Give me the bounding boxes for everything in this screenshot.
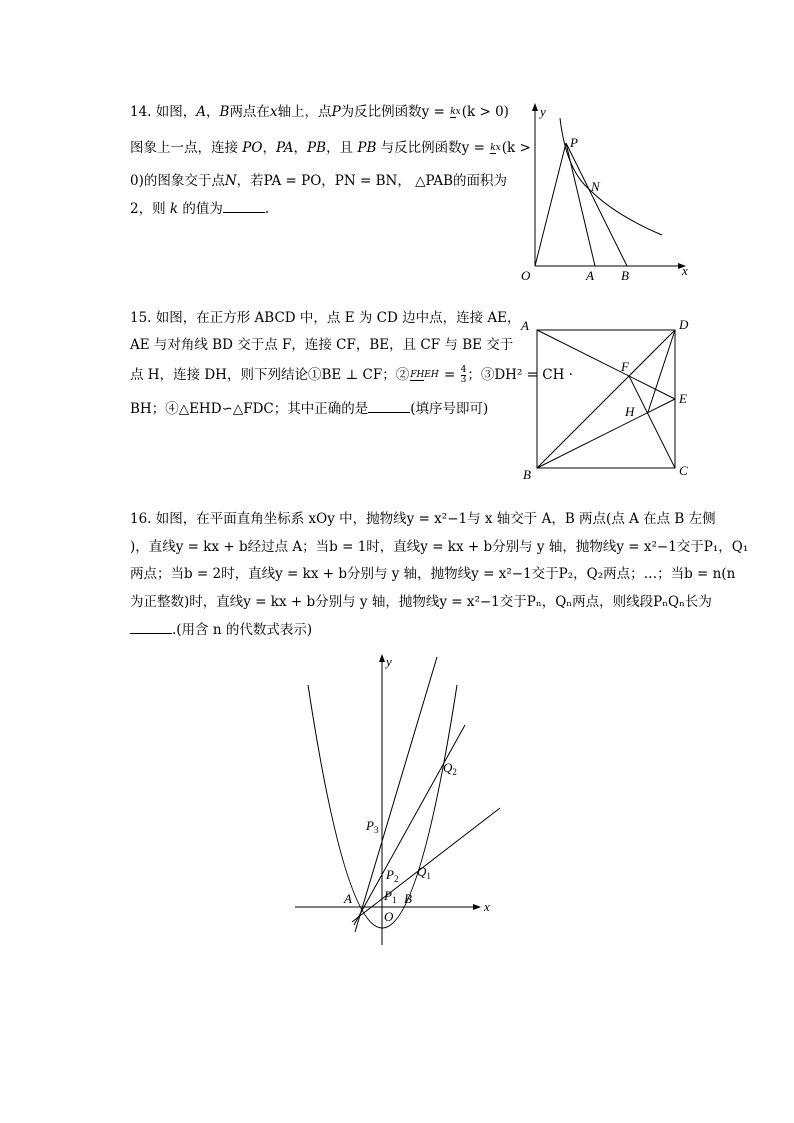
text: 为反比例函数y = [340,104,450,120]
label-c: C [679,463,688,478]
numerator: k [490,143,496,153]
label-b: B [621,268,629,283]
text: PB [357,140,377,156]
q15-line-2: AE 与对角线 BD 交于点 F，连接 CF，BE，且 CF 与 BE 交于 [130,337,514,353]
text: 轴上，点 [277,104,332,120]
text: 的值为 [178,201,223,217]
label-x: x [484,899,490,914]
text: = [439,367,460,383]
text: 与反比例函数y = [376,140,490,156]
denominator: EH [424,370,439,380]
segment-pa [566,143,595,266]
label-b: B [523,467,531,482]
segment-be [537,399,675,468]
segment-pb [566,143,627,266]
text: B [219,104,230,120]
label-h: H [625,404,635,419]
figure-q14 [521,104,688,283]
denominator: x [455,107,461,117]
text: .(用含 n 的代数式表示) [172,622,313,638]
diagonal-bd [537,330,675,468]
label-p2: $P_2$ [386,867,399,884]
label-y: y [540,104,546,119]
numerator: FH [410,370,425,380]
text: k [169,201,179,217]
text: (填序号即可) [410,401,489,417]
text: N [224,173,237,189]
denominator: 3 [460,375,467,385]
text: BH；④△EHD∽△FDC；其中正确的是 [130,401,369,417]
text: 两点在 [229,104,270,120]
segment-po [535,143,566,266]
label-a: A [586,268,594,283]
label-o: O [384,909,394,924]
numerator: k [450,107,456,117]
q16-line-3: 两点；当b = 2时，直线y = kx + b分别与 y 轴，抛物线y = x²−1交于P₂，Q₂两点；…；当b = n(n [130,566,736,582]
text: ；③DH² = CH · [467,367,573,383]
segment-cf [629,376,675,468]
q15-line-1: 15. 如图，在正方形 ABCD 中，点 E 为 CD 边中点，连接 AE， [130,310,521,326]
text: PO [242,140,263,156]
text: 0)的图象交于点 [130,173,225,189]
text: A [196,104,207,120]
label-p: P [570,135,578,150]
q16-line-2: )，直线y = kx + b经过点 A；当b = 1时，直线y = kx + b分别与 y 轴，抛物线y = x²−1交于P₁，Q₁ [130,539,749,555]
text: x [269,104,278,120]
text: PA [275,140,294,156]
label-x: x [682,263,688,278]
text: (k > [501,140,531,156]
label-f: F [621,359,629,374]
text: 图象上一点，连接 [130,140,243,156]
label-a: A [521,318,529,333]
label-n: N [591,179,600,194]
text: 14. 如图， [130,104,197,120]
q16-line-4: 为正整数)时，直线y = kx + b分别与 y 轴，抛物线y = x²−1交于Pₙ，Qₙ两点，则线段PₙQₙ长为 [130,594,712,610]
line-b3 [355,657,437,932]
text: 点 H，连接 DH，则下列结论①BE ⊥ CF；② [130,367,410,383]
label-e: E [679,391,687,406]
label-d: D [679,317,689,332]
text: ， [262,140,276,156]
text: ，若PA = PO，PN = BN， △PAB的面积为 [236,173,508,189]
figure-q15 [520,317,689,482]
label-a: A [344,891,352,906]
label-o: O [521,268,531,283]
q16-line-1: 16. 如图，在平面直角坐标系 xOy 中，抛物线y = x²−1与 x 轴交于 A，B 两点(点 A 在点 B 左侧 [130,511,716,527]
label-p3: $P_3$ [366,818,379,835]
text: ，且 [326,140,358,156]
label-b: B [404,891,412,906]
text: ， [206,104,220,120]
figure-q16 [295,654,500,945]
text: . [264,201,270,217]
label-q1: $Q_1$ [417,864,431,881]
label-p1: $P_1$ [384,888,397,905]
text: P [331,104,341,120]
numerator: 4 [460,365,467,375]
segment-dh [648,330,675,412]
label-y: y [386,654,392,669]
text: 2，则 [130,201,170,217]
denominator: x [495,143,501,153]
text: PB [307,140,327,156]
segment-ae [537,330,675,399]
text: ， [293,140,308,156]
label-q2: $Q_2$ [443,760,457,777]
text: (k > 0) [461,104,509,120]
